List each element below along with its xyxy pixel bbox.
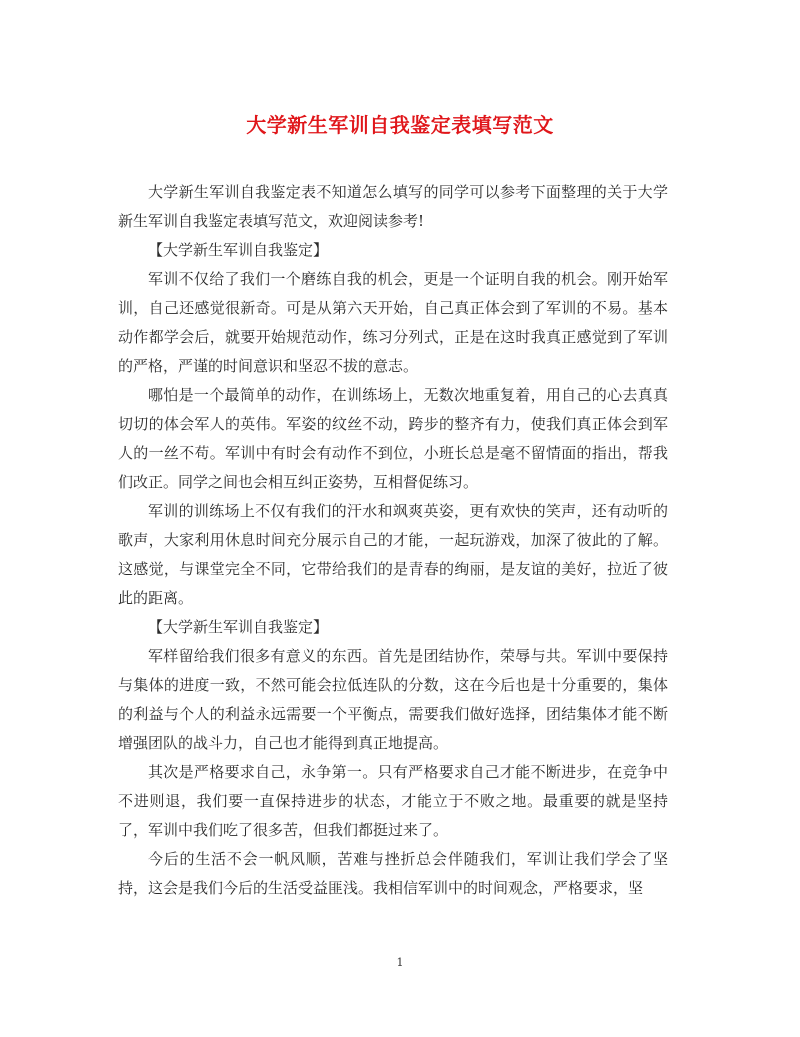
body-paragraph: 其次是严格要求自己，永争第一。只有严格要求自己才能不断进步，在竞争中不进则退，我们要一直保持进步的状态，才能立于不败之地。最重要的就是坚持了，军训中我们吃了很多苦，但我们都挺过来了。 <box>118 763 668 839</box>
body-paragraph: 军训的训练场上不仅有我们的汗水和飒爽英姿，更有欢快的笑声，还有动听的歌声，大家利用休息时间充分展示自己的才能，一起玩游戏，加深了彼此的了解。这感觉，与课堂完全不同，它带给我们的是青春的绚丽，是友谊的美好，拉近了彼此的距离。 <box>118 502 668 607</box>
document-body <box>118 178 668 903</box>
section-heading: 【大学新生军训自我鉴定】 <box>148 241 329 259</box>
body-paragraph: 军样留给我们很多有意义的东西。首先是团结协作，荣辱与共。军训中要保持与集体的进度一致，不然可能会拉低连队的分数，这在今后也是十分重要的，集体的利益与个人的利益永远需要一个平衡点，需要我们做好选择，团结集体才能不断增强团队的战斗力，自己也才能得到真正地提高。 <box>118 647 668 752</box>
body-paragraph: 今后的生活不会一帆风顺，苦难与挫折总会伴随我们，军训让我们学会了坚持，这会是我们今后的生活受益匪浅。我相信军训中的时间观念，严格要求，坚 <box>118 850 668 897</box>
body-paragraph: 军训不仅给了我们一个磨练自我的机会，更是一个证明自我的机会。刚开始军训，自己还感觉很新奇。可是从第六天开始，自己真正体会到了军训的不易。基本动作都学会后，就要开始规范动作，练习分列式，正是在这时我真正感觉到了军训的严格，严谨的时间意识和坚忍不拔的意志。 <box>118 270 668 375</box>
page-number: 1 <box>396 956 404 969</box>
intro-paragraph: 大学新生军训自我鉴定表不知道怎么填写的同学可以参考下面整理的关于大学新生军训自我鉴定表填写范文，欢迎阅读参考! <box>118 183 668 230</box>
body-paragraph: 哪怕是一个最简单的动作，在训练场上，无数次地重复着，用自己的心去真真切切的体会军人的英伟。军姿的纹丝不动，跨步的整齐有力，使我们真正体会到军人的一丝不苟。军训中有时会有动作不到位，小班长总是毫不留情面的指出，帮我们改正。同学之间也会相互纠正姿势，互相督促练习。 <box>118 386 668 491</box>
document-title: 大学新生军训自我鉴定表填写范文 <box>246 113 554 137</box>
section-heading: 【大学新生军训自我鉴定】 <box>148 618 329 636</box>
